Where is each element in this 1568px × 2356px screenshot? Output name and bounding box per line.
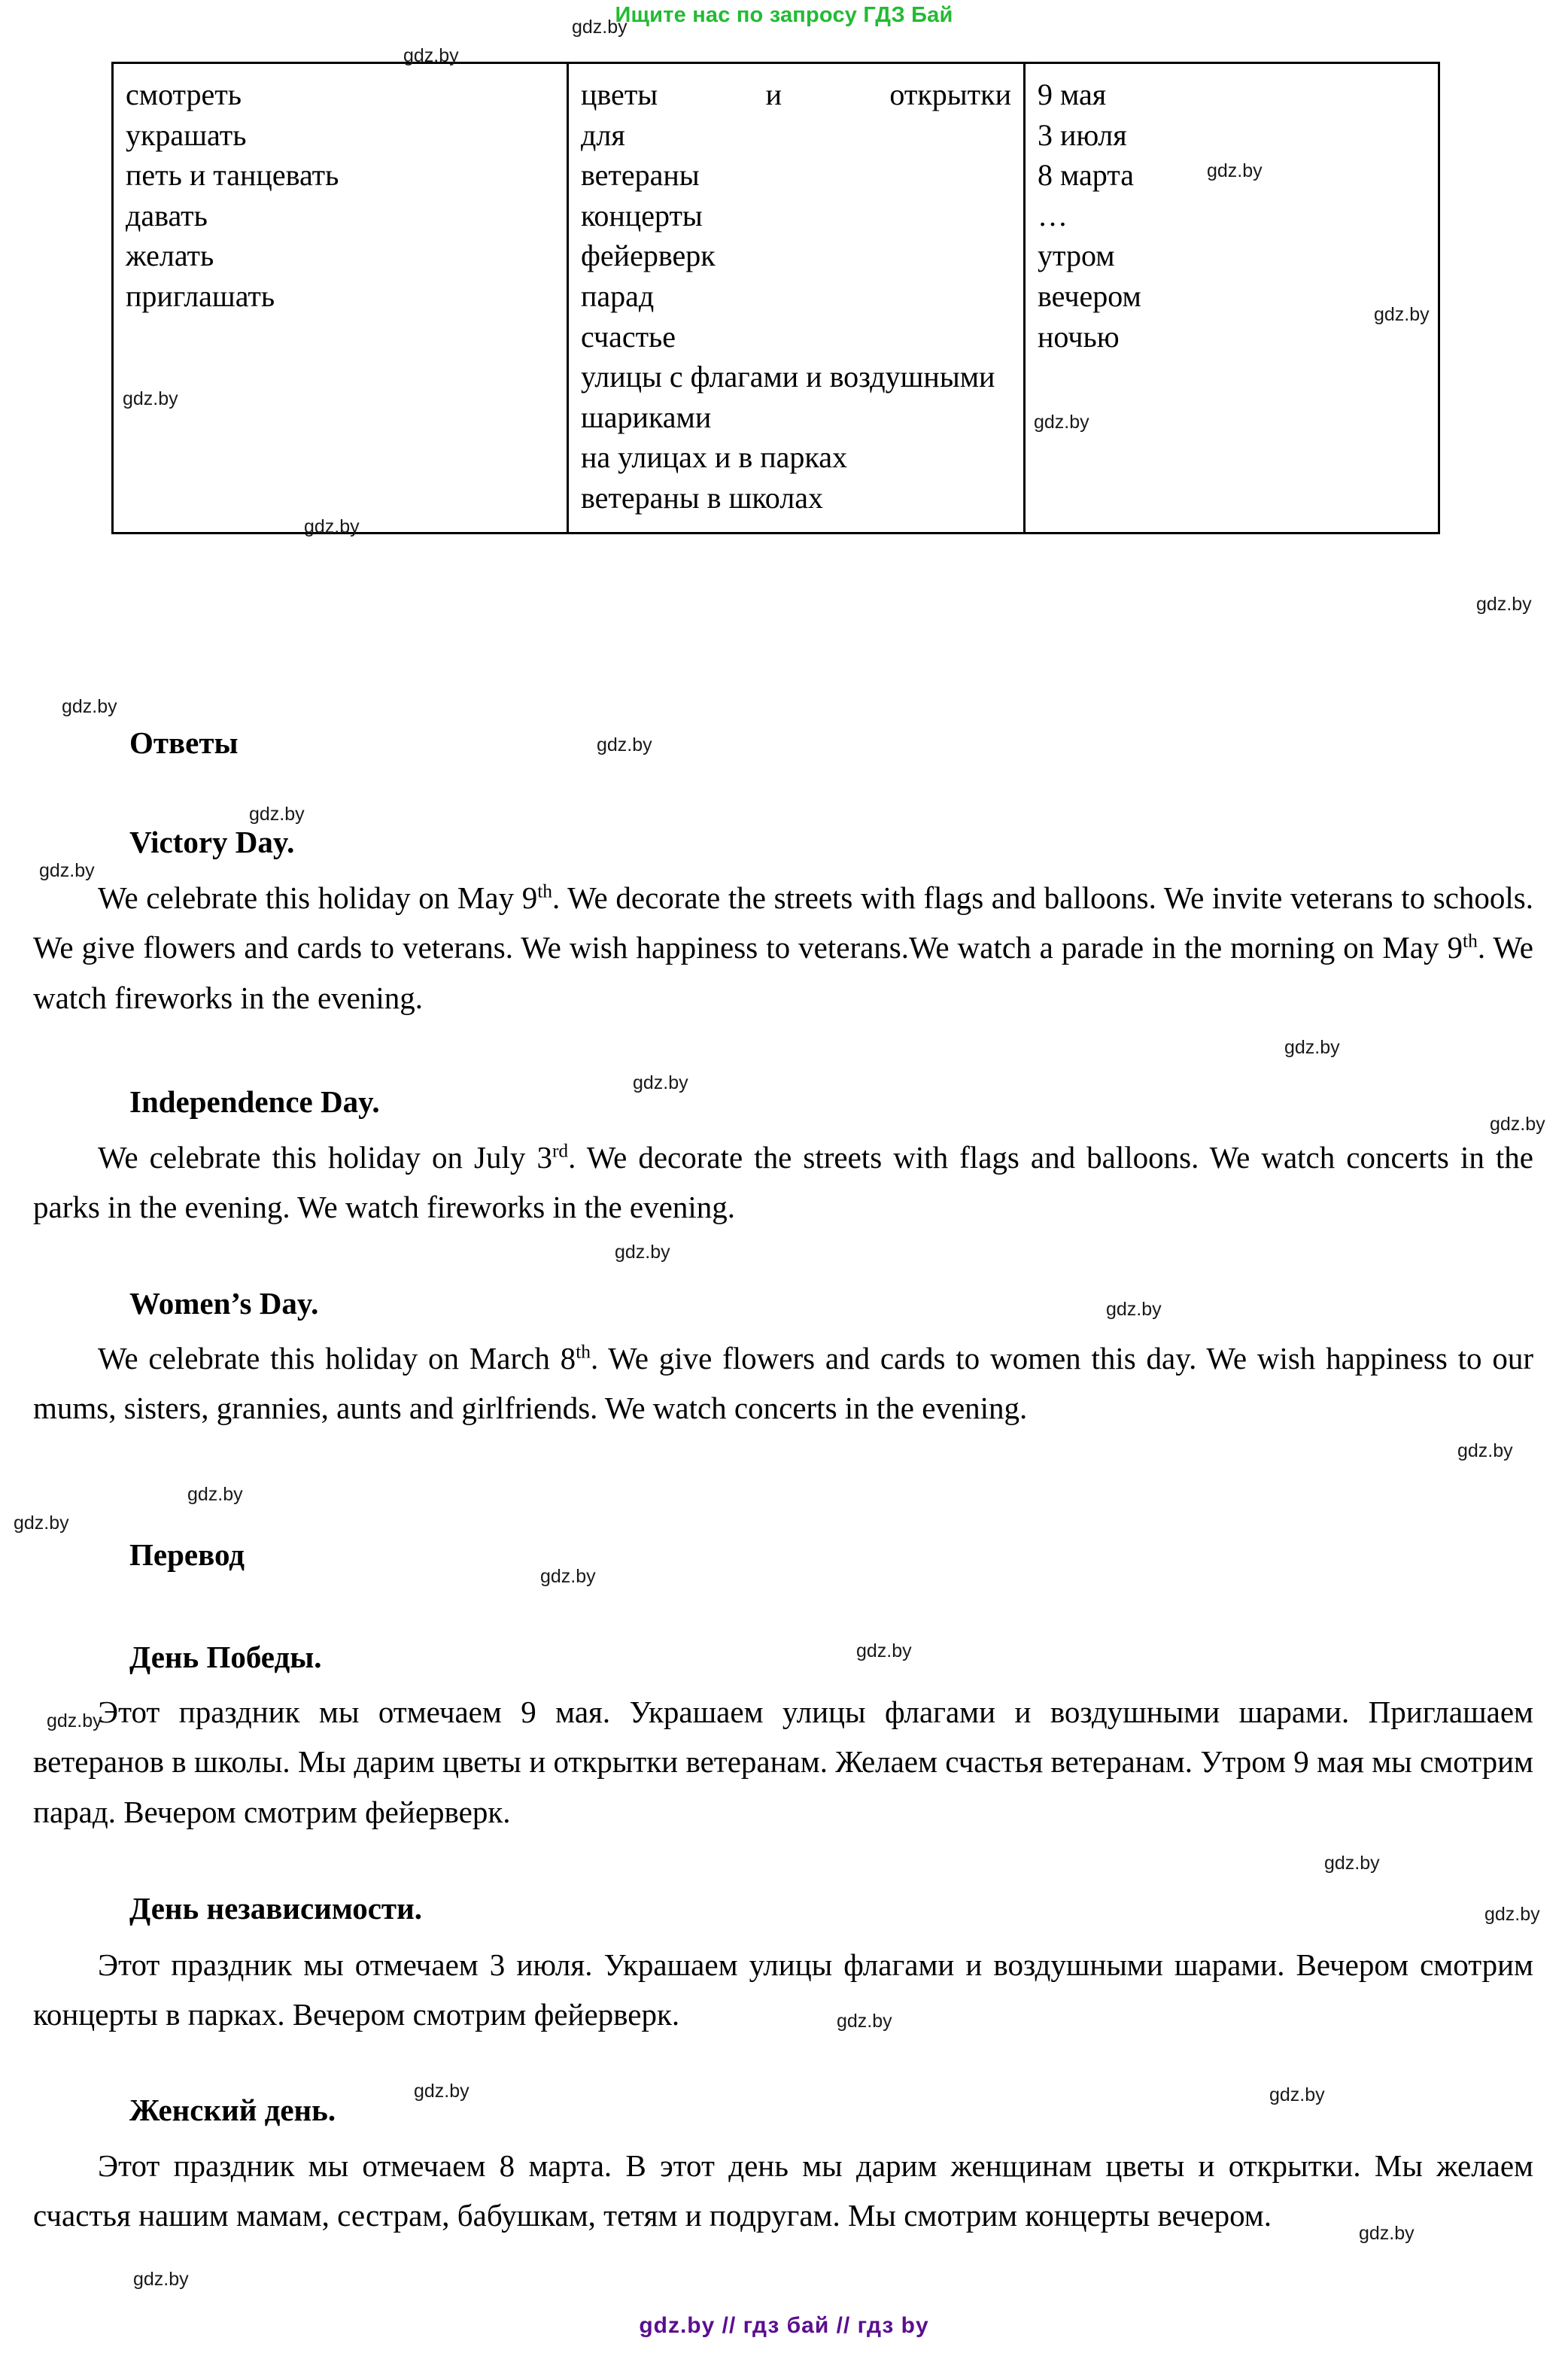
vocabulary-table xyxy=(111,62,1440,534)
watermark-gdz: gdz.by xyxy=(1106,1299,1162,1320)
watermark-gdz: gdz.by xyxy=(615,1242,670,1263)
word-item: ветераны xyxy=(581,158,700,193)
womens-day-text-a: We celebrate this holiday on March 8 xyxy=(98,1341,576,1376)
watermark-gdz: gdz.by xyxy=(403,45,459,66)
den-pobedy-title: День Победы. xyxy=(129,1640,322,1674)
watermark-gdz: gdz.by xyxy=(14,1512,69,1534)
watermark-gdz: gdz.by xyxy=(856,1640,912,1661)
den-nezavisimosti-paragraph: Этот праздник мы отмечаем 3 июля. Украшаем улицы флагами и воздушными шарами. Вечером смотрим концерты в парках. Вечером смотрим фейерверк. xyxy=(33,1947,1533,2032)
word-item: желать xyxy=(126,239,214,273)
word-item: приглашать xyxy=(126,278,275,313)
word-item: украшать xyxy=(126,117,247,152)
table-row xyxy=(113,63,1439,534)
victory-day-text-a: We celebrate this holiday on May 9 xyxy=(98,880,538,915)
watermark-gdz: gdz.by xyxy=(304,516,360,537)
watermark-gdz: gdz.by xyxy=(123,388,178,409)
word-item: цветы и открытки xyxy=(581,78,1011,111)
independence-day-paragraph xyxy=(33,1132,1533,1233)
word-item: петь и танцевать xyxy=(126,158,339,193)
watermark-gdz: gdz.by xyxy=(633,1072,688,1093)
translation-heading: Перевод xyxy=(129,1537,245,1572)
word-item: вечером xyxy=(1038,278,1141,313)
watermark-gdz: gdz.by xyxy=(1207,160,1263,181)
word-item: … xyxy=(1038,198,1068,233)
word-item: ветераны в школах xyxy=(581,480,823,515)
watermark-gdz: gdz.by xyxy=(414,2081,469,2102)
word-item: ночью xyxy=(1038,319,1120,354)
den-pobedy-paragraph: Этот праздник мы отмечаем 9 мая. Украшаем улицы флагами и воздушными шарами. Приглашаем ветеранов в школы. Мы дарим цветы и открытки ветеранам. Желаем счастья ветеранам. Утром 9 мая мы смотрим парад. Вечером смотрим фейерверк. xyxy=(33,1695,1533,1829)
watermark-gdz: gdz.by xyxy=(1490,1114,1545,1135)
zhenskiy-den-paragraph: Этот праздник мы отмечаем 8 марта. В этот день мы дарим женщинам цветы и открытки. Мы желаем счастья нашим мамам, сестрам, бабушкам, тетям и подругам. Мы смотрим концерты вечером. xyxy=(33,2148,1533,2233)
watermark-gdz: gdz.by xyxy=(187,1484,243,1505)
word-item: 9 мая xyxy=(1038,78,1107,111)
watermark-gdz: gdz.by xyxy=(39,860,95,881)
independence-day-text-b: . We decorate the streets with flags and balloons. We watch concerts in the parks in the evening. We watch fireworks in the evening. xyxy=(33,1140,1533,1225)
watermark-gdz: gdz.by xyxy=(597,734,652,755)
den-nezavisimosti-title: День независимости. xyxy=(129,1891,422,1926)
word-item: парад xyxy=(581,278,655,313)
word-item: концерты xyxy=(581,198,703,233)
word-item: 3 июля xyxy=(1038,117,1127,152)
table-cell-objects xyxy=(568,63,1025,534)
independence-day-title: Independence Day. xyxy=(129,1084,380,1119)
zhenskiy-den-title: Женский день. xyxy=(129,2093,336,2127)
womens-day-paragraph xyxy=(33,1333,1533,1433)
ordinal-suffix: th xyxy=(576,1341,591,1363)
watermark-gdz: gdz.by xyxy=(572,17,628,38)
watermark-gdz: gdz.by xyxy=(540,1566,596,1587)
table-cell-verbs xyxy=(113,63,568,534)
watermark-gdz: gdz.by xyxy=(62,696,117,717)
watermark-gdz: gdz.by xyxy=(1457,1440,1513,1461)
watermark-gdz: gdz.by xyxy=(1269,2084,1325,2105)
womens-day-text-b: . We give flowers and cards to women this day. We wish happiness to our mums, sisters, grannies, aunts and girlfriends. We watch concerts in the evening. xyxy=(33,1341,1533,1426)
word-item: фейерверк xyxy=(581,239,716,273)
watermark-gdz: gdz.by xyxy=(133,2269,189,2290)
footer-link-line[interactable]: gdz.by // гдз бай // гдз by xyxy=(639,2313,929,2338)
womens-day-title: Women’s Day. xyxy=(129,1286,319,1321)
watermark-gdz: gdz.by xyxy=(249,804,305,825)
watermark-gdz: gdz.by xyxy=(1324,1853,1380,1874)
victory-day-text-b: . We decorate the streets with flags and balloons. We invite veterans to schools. We give flowers and cards to veterans. We wish happiness to veterans.We watch a parade in the morning on May 9 xyxy=(33,880,1533,965)
watermark-gdz: gdz.by xyxy=(1034,412,1089,433)
victory-day-text-c: . We watch fireworks in the evening. xyxy=(33,930,1533,1015)
watermark-gdz: gdz.by xyxy=(1476,594,1532,615)
word-item: утром xyxy=(1038,239,1115,273)
table-cell-dates xyxy=(1025,63,1439,534)
word-item: улицы с флагами и воздушными шариками xyxy=(581,360,995,434)
answers-heading: Ответы xyxy=(129,725,239,760)
watermark-gdz: gdz.by xyxy=(837,2011,892,2032)
watermark-gdz: gdz.by xyxy=(1484,1904,1540,1925)
ordinal-suffix: th xyxy=(1463,930,1478,952)
watermark-gdz: gdz.by xyxy=(47,1710,102,1731)
word-item: смотреть xyxy=(126,78,242,111)
promo-banner: Ищите нас по запросу ГДЗ Бай xyxy=(615,3,953,27)
watermark-gdz: gdz.by xyxy=(1374,304,1430,325)
word-item: давать xyxy=(126,198,208,233)
word-item: на улицах и в парках xyxy=(581,440,847,475)
independence-day-text-a: We celebrate this holiday on July 3 xyxy=(98,1140,552,1175)
victory-day-paragraph xyxy=(33,873,1533,1023)
ordinal-suffix: rd xyxy=(552,1140,569,1162)
word-item: для xyxy=(581,117,625,152)
victory-day-title: Victory Day. xyxy=(129,825,295,859)
watermark-gdz: gdz.by xyxy=(1359,2223,1415,2244)
word-item: 8 марта xyxy=(1038,158,1134,193)
ordinal-suffix: th xyxy=(537,880,552,902)
watermark-gdz: gdz.by xyxy=(1284,1037,1340,1058)
word-item: счастье xyxy=(581,319,676,354)
